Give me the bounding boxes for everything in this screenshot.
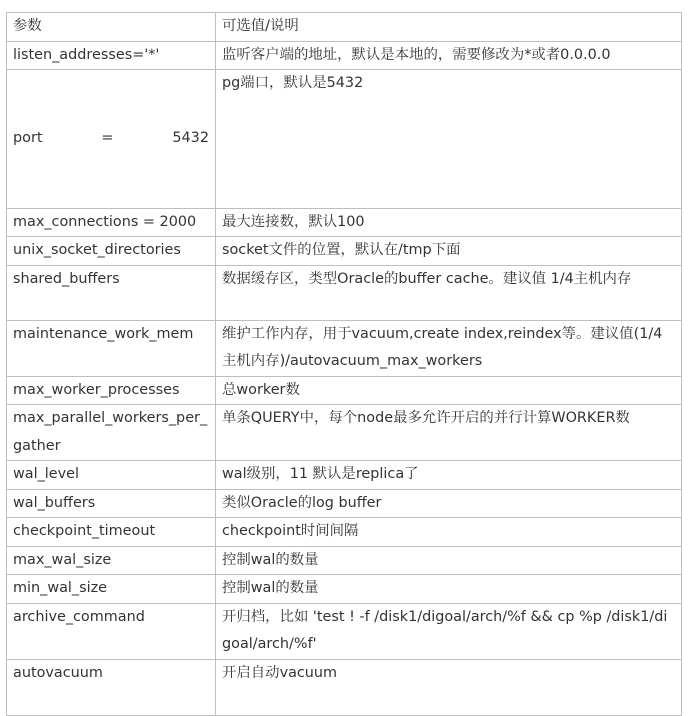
table-row — [7, 70, 682, 209]
param-cell: checkpoint_timeout — [7, 518, 216, 547]
table-row — [7, 489, 682, 518]
param-cell: max_parallel_workers_per_gather — [7, 405, 216, 461]
param-cell: max_connections = 2000 — [7, 208, 216, 237]
header-desc: 可选值/说明 — [216, 13, 682, 42]
desc-cell: 开归档，比如 'test ! -f /disk1/digoal/arch/%f && cp %p /disk1/digoal/arch/%f' — [216, 603, 682, 659]
header-param: 参数 — [7, 13, 216, 42]
table-row — [7, 546, 682, 575]
table-row — [7, 41, 682, 70]
param-cell: wal_buffers — [7, 489, 216, 518]
parameter-table — [6, 12, 682, 716]
table-row — [7, 208, 682, 237]
table-row — [7, 237, 682, 266]
desc-cell: 监听客户端的地址，默认是本地的，需要修改为*或者0.0.0.0 — [216, 41, 682, 70]
param-cell: shared_buffers — [7, 265, 216, 320]
param-cell: archive_command — [7, 603, 216, 659]
desc-cell: 控制wal的数量 — [216, 546, 682, 575]
param-cell: autovacuum — [7, 659, 216, 715]
desc-cell: 开启自动vacuum — [216, 659, 682, 715]
desc-cell: 控制wal的数量 — [216, 575, 682, 604]
param-cell: max_worker_processes — [7, 376, 216, 405]
table-header-row — [7, 13, 682, 42]
param-cell: listen_addresses='*' — [7, 41, 216, 70]
table-row — [7, 376, 682, 405]
table-row — [7, 575, 682, 604]
table-row — [7, 603, 682, 659]
param-cell — [7, 70, 216, 209]
desc-cell: 类似Oracle的log buffer — [216, 489, 682, 518]
desc-cell: 单条QUERY中，每个node最多允许开启的并行计算WORKER数 — [216, 405, 682, 461]
param-value: 5432 — [172, 130, 209, 146]
desc-cell: 维护工作内存，用于vacuum,create index,reindex等。建议值(1/4 主机内存)/autovacuum_max_workers — [216, 320, 682, 376]
table-row — [7, 518, 682, 547]
desc-cell: checkpoint时间间隔 — [216, 518, 682, 547]
desc-cell: 数据缓存区，类型Oracle的buffer cache。建议值 1/4主机内存 — [216, 265, 682, 320]
param-cell: maintenance_work_mem — [7, 320, 216, 376]
param-cell: min_wal_size — [7, 575, 216, 604]
table-row — [7, 659, 682, 715]
desc-cell: wal级别，11 默认是replica了 — [216, 461, 682, 490]
param-cell: wal_level — [7, 461, 216, 490]
table-row — [7, 461, 682, 490]
table-row — [7, 320, 682, 376]
param-cell: unix_socket_directories — [7, 237, 216, 266]
table-row — [7, 405, 682, 461]
table-row — [7, 265, 682, 320]
param-name: port — [13, 130, 43, 146]
desc-cell: pg端口，默认是5432 — [216, 70, 682, 209]
desc-cell: 总worker数 — [216, 376, 682, 405]
desc-cell: 最大连接数，默认100 — [216, 208, 682, 237]
param-cell: max_wal_size — [7, 546, 216, 575]
param-equals: = — [101, 130, 114, 146]
desc-cell: socket文件的位置，默认在/tmp下面 — [216, 237, 682, 266]
